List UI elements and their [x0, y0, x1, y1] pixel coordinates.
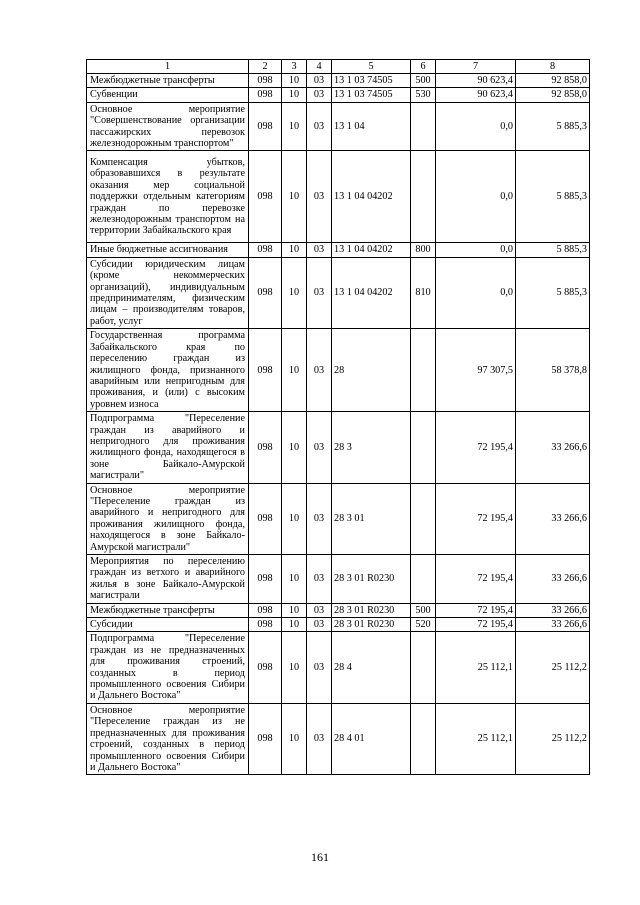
- row-type-cell: 500: [411, 603, 436, 617]
- row-target-cell: 13 1 03 74505: [332, 74, 411, 88]
- row-sum-b-cell: 33 266,6: [516, 618, 590, 632]
- table-row: [87, 555, 590, 604]
- row-name-cell: Мероприятия по переселению граждан из ветхого и аварийного жилья в зоне Байкало-Амурской магистрали: [87, 555, 249, 604]
- row-sum-b-cell: 33 266,6: [516, 555, 590, 604]
- header-cell: 8: [516, 60, 590, 74]
- header-cell: 2: [249, 60, 282, 74]
- row-section-cell: 10: [282, 151, 307, 243]
- row-name-cell: Межбюджетные трансферты: [87, 74, 249, 88]
- row-code-cell: 098: [249, 74, 282, 88]
- row-sum-b-cell: 5 885,3: [516, 102, 590, 151]
- row-section-cell: 10: [282, 412, 307, 483]
- row-name-cell: Субсидии: [87, 618, 249, 632]
- row-type-cell: [411, 632, 436, 703]
- table-row: [87, 102, 590, 151]
- row-section-cell: 10: [282, 555, 307, 604]
- header-cell: 5: [332, 60, 411, 74]
- header-cell: 1: [87, 60, 249, 74]
- row-target-cell: 28 3: [332, 412, 411, 483]
- row-sum-a-cell: 25 112,1: [436, 703, 516, 774]
- row-section-cell: 10: [282, 483, 307, 554]
- row-type-cell: [411, 483, 436, 554]
- table-row: [87, 603, 590, 617]
- budget-table: [86, 59, 590, 775]
- header-cell: 4: [307, 60, 332, 74]
- row-sum-b-cell: 5 885,3: [516, 243, 590, 257]
- row-code-cell: 098: [249, 555, 282, 604]
- table-row: [87, 88, 590, 102]
- row-section-cell: 10: [282, 257, 307, 328]
- row-name-cell: Подпрограмма "Переселение граждан из не предназначенных для проживания строений, созданных в период промышленного освоения Сибири и Дальнего Востока": [87, 632, 249, 703]
- row-target-cell: 13 1 03 74505: [332, 88, 411, 102]
- row-subsection-cell: 03: [307, 74, 332, 88]
- row-name-cell: Компенсация убытков, образовавшихся в результате оказания мер социальной поддержки отдельным категориям граждан по перевозке железнодорожным транспортом на территории Забайкальского края: [87, 151, 249, 243]
- row-name-cell: Межбюджетные трансферты: [87, 603, 249, 617]
- table-row: [87, 151, 590, 243]
- row-target-cell: 28 3 01 R0230: [332, 603, 411, 617]
- row-subsection-cell: 03: [307, 618, 332, 632]
- row-type-cell: 800: [411, 243, 436, 257]
- row-subsection-cell: 03: [307, 243, 332, 257]
- table-row: [87, 257, 590, 328]
- row-section-cell: 10: [282, 102, 307, 151]
- row-target-cell: 28 3 01 R0230: [332, 618, 411, 632]
- row-sum-b-cell: 33 266,6: [516, 603, 590, 617]
- row-type-cell: 810: [411, 257, 436, 328]
- header-cell: 7: [436, 60, 516, 74]
- table-row: [87, 632, 590, 703]
- header-cell: 3: [282, 60, 307, 74]
- table-row: [87, 483, 590, 554]
- row-code-cell: 098: [249, 329, 282, 412]
- row-type-cell: [411, 102, 436, 151]
- row-subsection-cell: 03: [307, 102, 332, 151]
- row-subsection-cell: 03: [307, 555, 332, 604]
- row-sum-b-cell: 25 112,2: [516, 632, 590, 703]
- row-sum-a-cell: 0,0: [436, 243, 516, 257]
- row-section-cell: 10: [282, 88, 307, 102]
- row-section-cell: 10: [282, 703, 307, 774]
- row-code-cell: 098: [249, 88, 282, 102]
- row-sum-b-cell: 5 885,3: [516, 257, 590, 328]
- row-type-cell: 500: [411, 74, 436, 88]
- row-type-cell: 520: [411, 618, 436, 632]
- table-header-row: [87, 60, 590, 74]
- row-sum-b-cell: 5 885,3: [516, 151, 590, 243]
- row-sum-a-cell: 72 195,4: [436, 618, 516, 632]
- table-row: [87, 329, 590, 412]
- row-section-cell: 10: [282, 329, 307, 412]
- row-type-cell: [411, 329, 436, 412]
- row-code-cell: 098: [249, 703, 282, 774]
- row-type-cell: 530: [411, 88, 436, 102]
- row-section-cell: 10: [282, 243, 307, 257]
- row-code-cell: 098: [249, 603, 282, 617]
- row-sum-a-cell: 0,0: [436, 257, 516, 328]
- row-target-cell: 28 4 01: [332, 703, 411, 774]
- row-section-cell: 10: [282, 74, 307, 88]
- row-name-cell: Субвенции: [87, 88, 249, 102]
- row-section-cell: 10: [282, 618, 307, 632]
- row-subsection-cell: 03: [307, 603, 332, 617]
- row-sum-b-cell: 92 858,0: [516, 74, 590, 88]
- page-number: 161: [311, 850, 329, 864]
- row-sum-a-cell: 72 195,4: [436, 603, 516, 617]
- row-target-cell: 13 1 04: [332, 102, 411, 151]
- row-code-cell: 098: [249, 632, 282, 703]
- row-sum-b-cell: 92 858,0: [516, 88, 590, 102]
- row-type-cell: [411, 151, 436, 243]
- row-name-cell: Основное мероприятие "Переселение граждан из аварийного и непригодного для проживания жилищного фонда, находящегося в зоне Байкало-Амурской магистрали": [87, 483, 249, 554]
- row-subsection-cell: 03: [307, 257, 332, 328]
- row-section-cell: 10: [282, 603, 307, 617]
- row-code-cell: 098: [249, 151, 282, 243]
- table-row: [87, 703, 590, 774]
- row-name-cell: Субсидии юридическим лицам (кроме некоммерческих организаций), индивидуальным предпринимателям, физическим лицам – производителям товаров, работ, услуг: [87, 257, 249, 328]
- row-sum-a-cell: 72 195,4: [436, 412, 516, 483]
- table-row: [87, 74, 590, 88]
- row-sum-a-cell: 97 307,5: [436, 329, 516, 412]
- row-sum-a-cell: 0,0: [436, 102, 516, 151]
- row-subsection-cell: 03: [307, 151, 332, 243]
- header-cell: 6: [411, 60, 436, 74]
- row-code-cell: 098: [249, 412, 282, 483]
- row-sum-a-cell: 90 623,4: [436, 74, 516, 88]
- row-type-cell: [411, 412, 436, 483]
- row-target-cell: 13 1 04 04202: [332, 257, 411, 328]
- row-target-cell: 13 1 04 04202: [332, 151, 411, 243]
- row-name-cell: Подпрограмма "Переселение граждан из аварийного и непригодного для проживания жилищного фонда, находящегося в зоне Байкало-Амурской магистрали": [87, 412, 249, 483]
- row-target-cell: 28 3 01 R0230: [332, 555, 411, 604]
- row-code-cell: 098: [249, 243, 282, 257]
- row-sum-a-cell: 0,0: [436, 151, 516, 243]
- table-row: [87, 618, 590, 632]
- row-sum-b-cell: 25 112,2: [516, 703, 590, 774]
- row-type-cell: [411, 555, 436, 604]
- row-code-cell: 098: [249, 483, 282, 554]
- row-subsection-cell: 03: [307, 329, 332, 412]
- row-name-cell: Иные бюджетные ассигнования: [87, 243, 249, 257]
- row-code-cell: 098: [249, 102, 282, 151]
- row-sum-a-cell: 72 195,4: [436, 555, 516, 604]
- row-sum-a-cell: 90 623,4: [436, 88, 516, 102]
- row-target-cell: 28: [332, 329, 411, 412]
- row-target-cell: 13 1 04 04202: [332, 243, 411, 257]
- row-name-cell: Государственная программа Забайкальского края по переселению граждан из жилищного фонда, признанного аварийным или непригодным для проживания, и (или) с высоким уровнем износа: [87, 329, 249, 412]
- row-sum-b-cell: 33 266,6: [516, 483, 590, 554]
- row-sum-b-cell: 58 378,8: [516, 329, 590, 412]
- row-subsection-cell: 03: [307, 483, 332, 554]
- row-name-cell: Основное мероприятие "Переселение граждан из не предназначенных для проживания строений, созданных в период промышленного освоения Сибири и Дальнего Востока": [87, 703, 249, 774]
- row-sum-a-cell: 25 112,1: [436, 632, 516, 703]
- row-subsection-cell: 03: [307, 703, 332, 774]
- row-subsection-cell: 03: [307, 632, 332, 703]
- row-section-cell: 10: [282, 632, 307, 703]
- row-code-cell: 098: [249, 257, 282, 328]
- row-target-cell: 28 3 01: [332, 483, 411, 554]
- row-code-cell: 098: [249, 618, 282, 632]
- row-subsection-cell: 03: [307, 88, 332, 102]
- table-row: [87, 412, 590, 483]
- row-target-cell: 28 4: [332, 632, 411, 703]
- table-row: [87, 243, 590, 257]
- row-sum-b-cell: 33 266,6: [516, 412, 590, 483]
- row-type-cell: [411, 703, 436, 774]
- row-name-cell: Основное мероприятие "Совершенствование организации пассажирских перевозок железнодорожным транспортом": [87, 102, 249, 151]
- row-subsection-cell: 03: [307, 412, 332, 483]
- row-sum-a-cell: 72 195,4: [436, 483, 516, 554]
